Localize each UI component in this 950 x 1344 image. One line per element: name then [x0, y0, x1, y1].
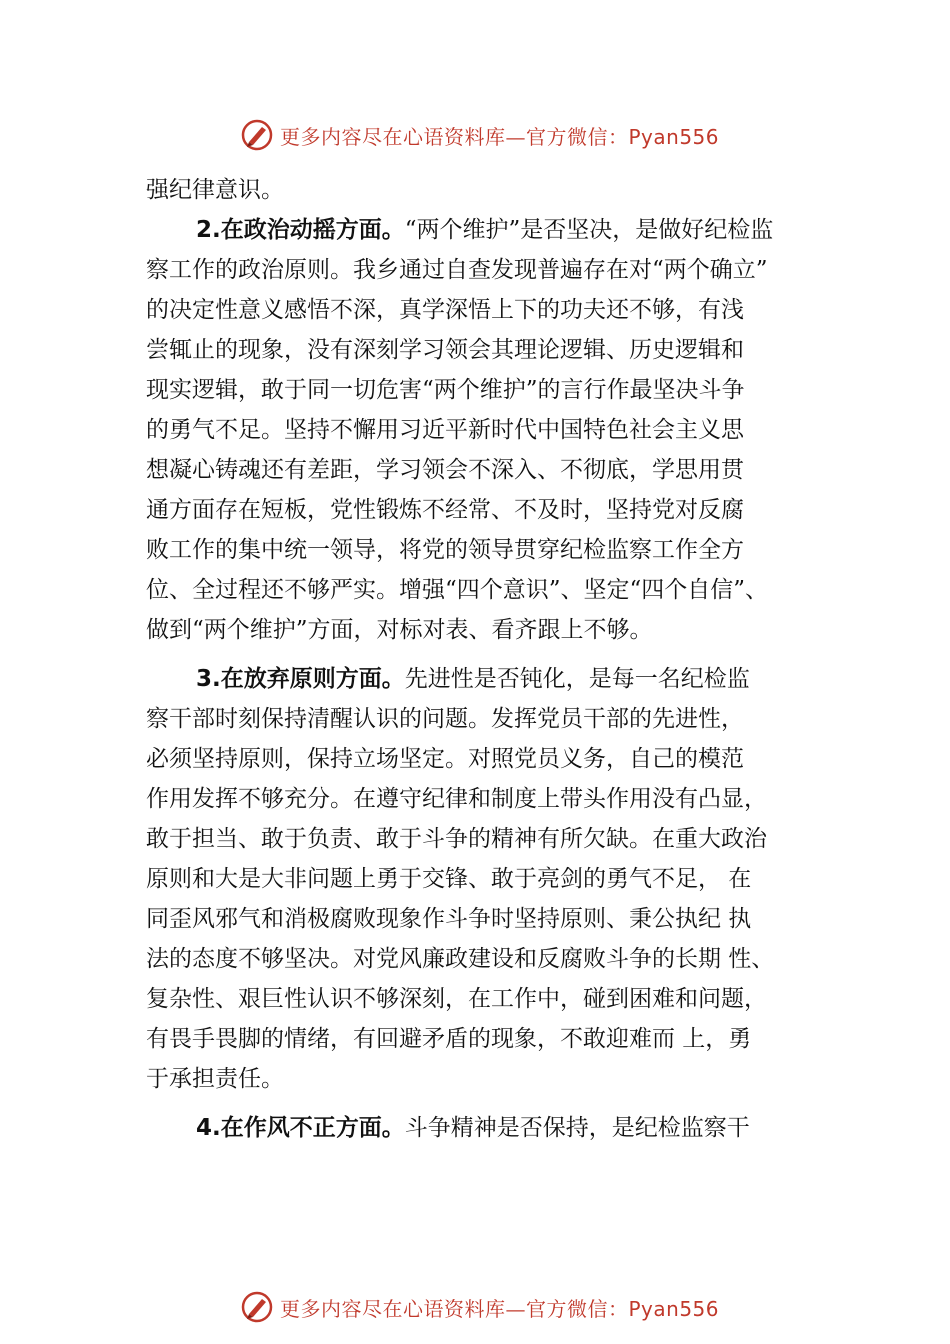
text-line: 原则和大是大非问题上勇于交锋、敢于亮剑的勇气不足， 在: [146, 866, 752, 892]
pen-logo-icon: [240, 1290, 274, 1324]
text-line: 现实逻辑，敢于同一切危害“两个维护”的言行作最坚决斗争: [146, 377, 745, 403]
text-line: 有畏手畏脚的情绪，有回避矛盾的现象，不敢迎难而 上，勇: [146, 1026, 752, 1052]
text-line: 强纪律意识。: [146, 177, 284, 203]
text-line: 位、全过程还不够严实。增强“四个意识”、坚定“四个自信”、: [146, 577, 769, 603]
paragraph-first-line: [146, 1108, 810, 1148]
header-banner: [240, 118, 719, 152]
text-line: 于承担责任。: [146, 1066, 284, 1092]
banner-text: [280, 121, 719, 150]
pen-logo-icon: [240, 118, 274, 152]
text-line: 同歪风邪气和消极腐败现象作斗争时坚持原则、秉公执纪 执: [146, 906, 752, 932]
text-line: 察工作的政治原则。我乡通过自查发现普遍存在对“两个确立”: [146, 257, 768, 283]
wechat-id: Pyan556: [628, 1296, 720, 1321]
text-line: 作用发挥不够充分。在遵守纪律和制度上带头作用没有凸显，: [146, 786, 767, 812]
text-line: 的决定性意义感悟不深，真学深悟上下的功夫还不够，有浅: [146, 297, 744, 323]
text-line: 法的态度不够坚决。对党风廉政建设和反腐败斗争的长期 性、: [146, 946, 775, 972]
text-line: 斗争精神是否保持，是纪检监察干: [404, 1115, 750, 1141]
text-line: 敢于担当、敢于负责、敢于斗争的精神有所欠缺。在重大政治: [146, 826, 767, 852]
section-heading: 4.在作风不正方面。: [196, 1115, 405, 1141]
wechat-id: Pyan556: [628, 124, 720, 149]
text-line: 的勇气不足。坚持不懈用习近平新时代中国特色社会主义思: [146, 417, 744, 443]
banner-label: 更多内容尽在心语资料库—官方微信：: [280, 124, 629, 149]
text-line: 先进性是否钝化，是每一名纪检监: [404, 666, 750, 692]
text-line: 必须坚持原则，保持立场坚定。对照党员义务，自己的模范: [146, 746, 744, 772]
text-line: 察干部时刻保持清醒认识的问题。发挥党员干部的先进性，: [146, 706, 744, 732]
footer-banner: [240, 1290, 719, 1324]
paragraph-first-line: [146, 210, 810, 250]
section-heading: 2.在政治动摇方面。: [196, 217, 405, 243]
banner-text: [280, 1293, 719, 1322]
document-body: [146, 170, 810, 1148]
text-line: 尝辄止的现象，没有深刻学习领会其理论逻辑、历史逻辑和: [146, 337, 744, 363]
text-line: 做到“两个维护”方面，对标对表、看齐跟上不够。: [146, 617, 653, 643]
paragraph-first-line: [146, 659, 810, 699]
text-line: 通方面存在短板，党性锻炼不经常、不及时，坚持党对反腐: [146, 497, 744, 523]
text-line: 复杂性、艰巨性认识不够深刻，在工作中，碰到困难和问题，: [146, 986, 767, 1012]
text-line: “两个维护”是否坚决，是做好纪检监: [404, 217, 774, 243]
text-line: 想凝心铸魂还有差距，学习领会不深入、不彻底，学思用贯: [146, 457, 744, 483]
banner-label: 更多内容尽在心语资料库—官方微信：: [280, 1296, 629, 1321]
text-line: 败工作的集中统一领导，将党的领导贯穿纪检监察工作全方: [146, 537, 744, 563]
section-heading: 3.在放弃原则方面。: [196, 666, 405, 692]
